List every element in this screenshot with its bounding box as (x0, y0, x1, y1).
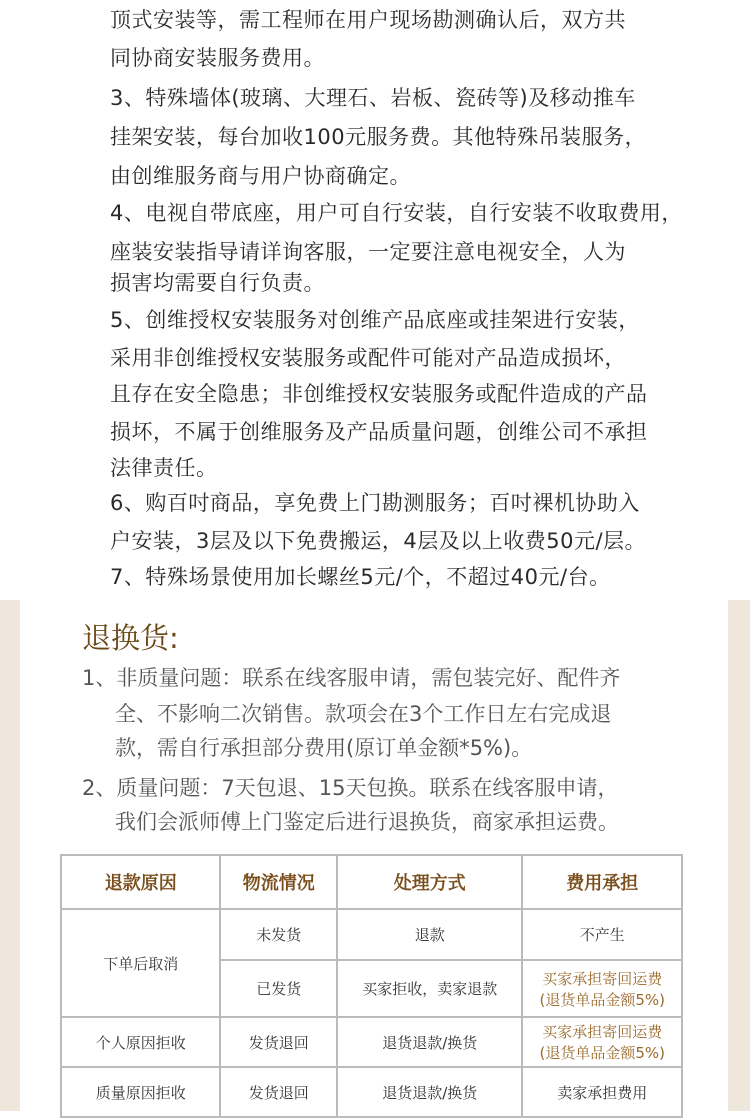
cost-line: (退货单品金额5%) (539, 990, 665, 1009)
install-note-line: 5、创维授权安装服务对创维产品底座或挂架进行安装， (110, 308, 640, 332)
table-cell (522, 960, 682, 1017)
table-cell: 买家拒收，卖家退款 (337, 960, 522, 1017)
table-cell: 不产生 (522, 909, 682, 960)
install-note-line: 法律责任。 (110, 456, 218, 480)
table-cell: 退货退款/换货 (337, 1067, 522, 1117)
return-line: 款，需自行承担部分费用(原订单金额*5%)。 (115, 736, 533, 760)
table-row (61, 909, 682, 960)
install-note-line: 且存在安全隐患；非创维授权安装服务或配件造成的产品 (110, 382, 648, 406)
return-line: 全、不影响二次销售。款项会在3个工作日左右完成退 (115, 702, 612, 726)
install-note-line: 7、特殊场景使用加长螺丝5元/个，不超过40元/台。 (110, 565, 611, 589)
install-note-line: 同协商安装服务费用。 (110, 46, 325, 70)
cost-line: 买家承担寄回运费 (542, 1023, 663, 1041)
install-note-line: 户安装，3层及以下免费搬运，4层及以上收费50元/层。 (110, 529, 647, 553)
table-cell (522, 1017, 682, 1067)
install-note-line: 座装安装指导请详询客服，一定要注意电视安全，人为 (110, 240, 626, 264)
returns-title: 退换货: (82, 621, 179, 655)
table-cell: 个人原因拒收 (61, 1017, 220, 1067)
table-cell: 卖家承担费用 (522, 1067, 682, 1117)
install-note-line: 顶式安装等，需工程师在用户现场勘测确认后，双方共 (110, 8, 626, 32)
table-row (61, 1067, 682, 1117)
table-cell: 发货退回 (220, 1067, 337, 1117)
table-cell: 未发货 (220, 909, 337, 960)
install-note-line: 4、电视自带底座，用户可自行安装，自行安装不收取费用， (110, 201, 683, 225)
install-note-line: 损坏，不属于创维服务及产品质量问题，创维公司不承担 (110, 420, 648, 444)
table-cell: 质量原因拒收 (61, 1067, 220, 1117)
table-cell: 退货退款/换货 (337, 1017, 522, 1067)
header-cell: 物流情况 (220, 855, 337, 909)
install-note-line: 采用非创维授权安装服务或配件可能对产品造成损坏， (110, 346, 626, 370)
header-cell: 处理方式 (337, 855, 522, 909)
table-header-row (61, 855, 682, 909)
returns-table (60, 854, 683, 1118)
install-note-line: 挂架安装，每台加收100元服务费。其他特殊吊装服务， (110, 125, 647, 149)
table-cell: 已发货 (220, 960, 337, 1017)
install-note-line: 3、特殊墙体(玻璃、大理石、岩板、瓷砖等)及移动推车 (110, 86, 636, 110)
cost-line: 买家承担寄回运费 (542, 969, 663, 988)
header-cell: 费用承担 (522, 855, 682, 909)
install-note-line: 6、购百吋商品，享免费上门勘测服务；百吋裸机协助入 (110, 491, 640, 515)
return-line: 我们会派师傅上门鉴定后进行退换货，商家承担运费。 (115, 810, 619, 834)
table-cell: 退款 (337, 909, 522, 960)
header-cell: 退款原因 (61, 855, 220, 909)
install-note-line: 由创维服务商与用户协商确定。 (110, 164, 411, 188)
return-line: 2、质量问题：7天包退、15天包换。联系在线客服申请， (82, 776, 619, 800)
table-cell: 发货退回 (220, 1017, 337, 1067)
table-row (61, 1017, 682, 1067)
cost-line: (退货单品金额5%) (539, 1044, 665, 1062)
returns-section (0, 600, 750, 1111)
returns-panel (20, 600, 728, 1111)
install-note-line: 损害均需要自行负责。 (110, 271, 325, 295)
return-line: 1、非质量问题：联系在线客服申请，需包装完好、配件齐 (82, 666, 621, 690)
table-cell: 下单后取消 (61, 909, 220, 1017)
